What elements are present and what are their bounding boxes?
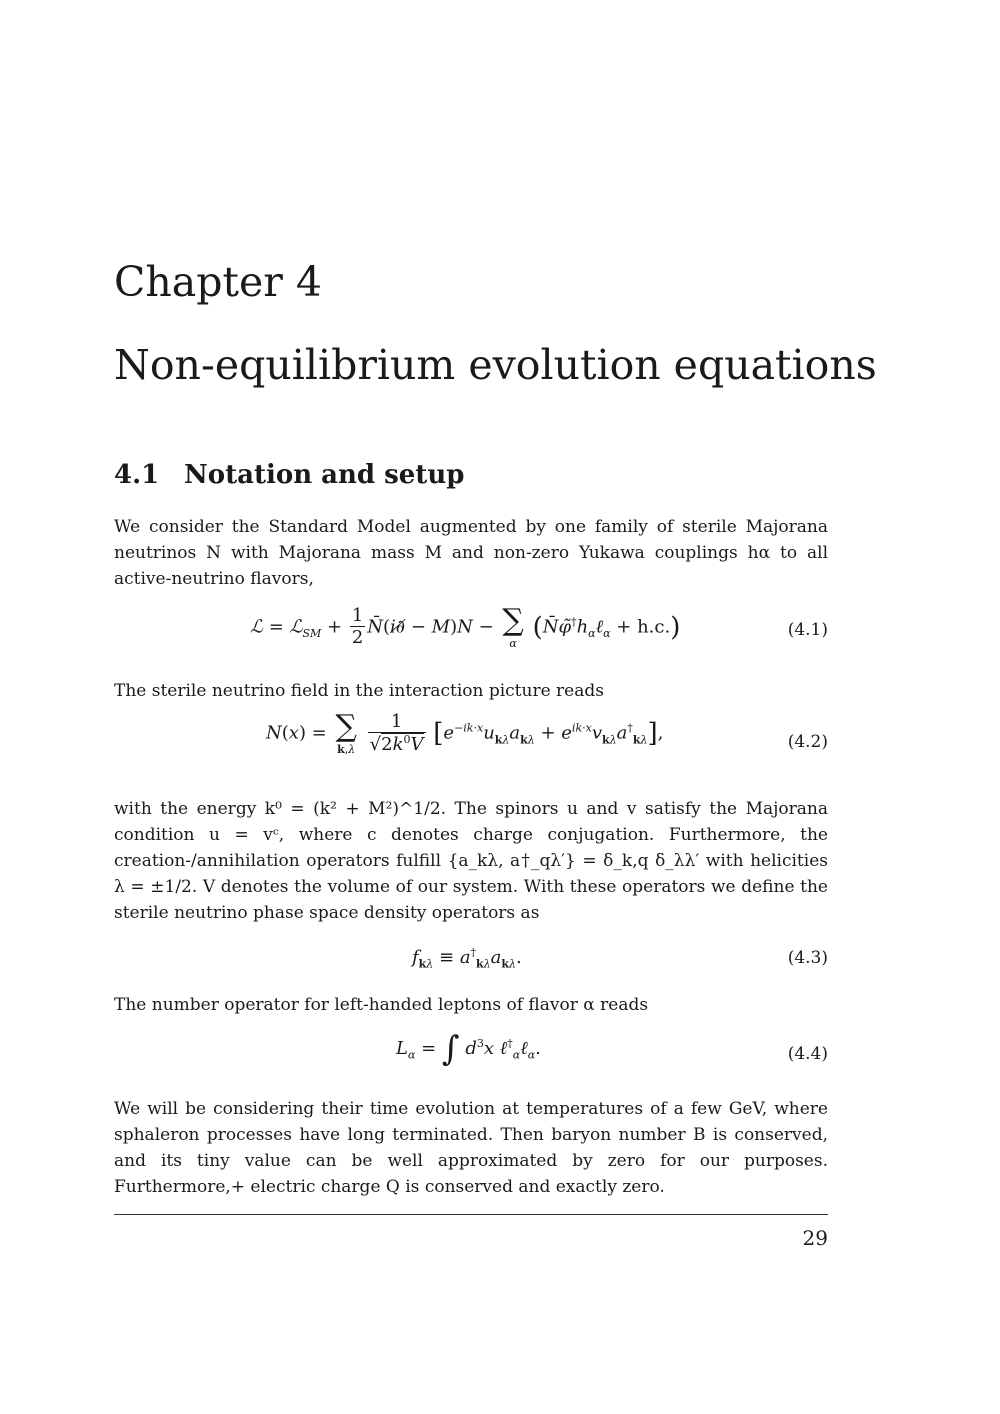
page-number: 29 [802, 1226, 828, 1250]
chapter-title: Non-equilibrium evolution equations [114, 341, 877, 389]
paragraph-5: We will be considering their time evolution at temperatures of a few GeV, where sphaleron processes have long terminated. Then baryon number B is conserved, and its tiny value can be well approximated by zero for our purposes. Furthermore,+ electric charge Q is conserved and exactly zero. [114, 1099, 828, 1197]
equation-4-1-body: ℒ = ℒ$_{SM}$ + $\frac{1}{2}$ N̄(i∂̸ − M)N − ∑ α $(N̄\varphĩ^\dagger h_\alpha\ell_\alpha + h.c.)$ [250, 603, 681, 650]
paragraph-4: The number operator for left-handed leptons of flavor α reads [114, 995, 649, 1015]
equation-4-2 [114, 709, 828, 778]
chapter-label: Chapter 4 [114, 258, 322, 306]
equation-4-3-body: $f_{k\lambda} \equiv a^\dagger_{k\lambda}a_{k\lambda}$. [412, 946, 522, 971]
equation-4-2-body: N(x) = ∑ k,λ $\frac{1}{√2k^0V}$ $[e^{-ik\cdot x}u_{k\lambda}a_{k\lambda} + e^{ik\cdot x}v_{k\lambda}a^\dagger_{k\lambda}]$, [266, 709, 664, 757]
section-number: 4.1 [114, 460, 160, 490]
paragraph-1: We consider the Standard Model augmented by one family of sterile Majorana neutrinos N with Majorana mass M and non-zero Yukawa couplings hα to all active-neutrino flavors, [114, 517, 828, 589]
paragraph-2: The sterile neutrino field in the interaction picture reads [114, 681, 604, 701]
equation-4-1 [114, 603, 828, 666]
section-title: Notation and setup [184, 460, 465, 490]
paragraph-3: with the energy k⁰ = (k² + M²)^1/2. The spinors u and v satisfy the Majorana condition u = vᶜ, where c denotes charge conjugation. Furthermore, the creation-/annihilation operators fulfill {a_kλ, a†_qλ′} = δ_k,q δ_λλ′ with helicities λ = ±1/2. V denotes the volume of our system. With these operators we define the sterile neutrino phase space density operators as [114, 799, 828, 923]
equation-4-4 [114, 1029, 828, 1078]
equation-4-4-body: $L_\alpha$ = ∫ $d^3x$ ℓ†$_\alpha$ℓ$_\alpha$. [396, 1029, 541, 1069]
equation-tag: (4.4) [787, 1044, 828, 1064]
equation-tag: (4.2) [787, 732, 828, 752]
section-heading [114, 462, 464, 488]
equation-tag: (4.3) [787, 948, 828, 968]
equation-tag: (4.1) [787, 620, 828, 640]
footer-rule [114, 1214, 828, 1215]
equation-4-3 [114, 946, 828, 976]
